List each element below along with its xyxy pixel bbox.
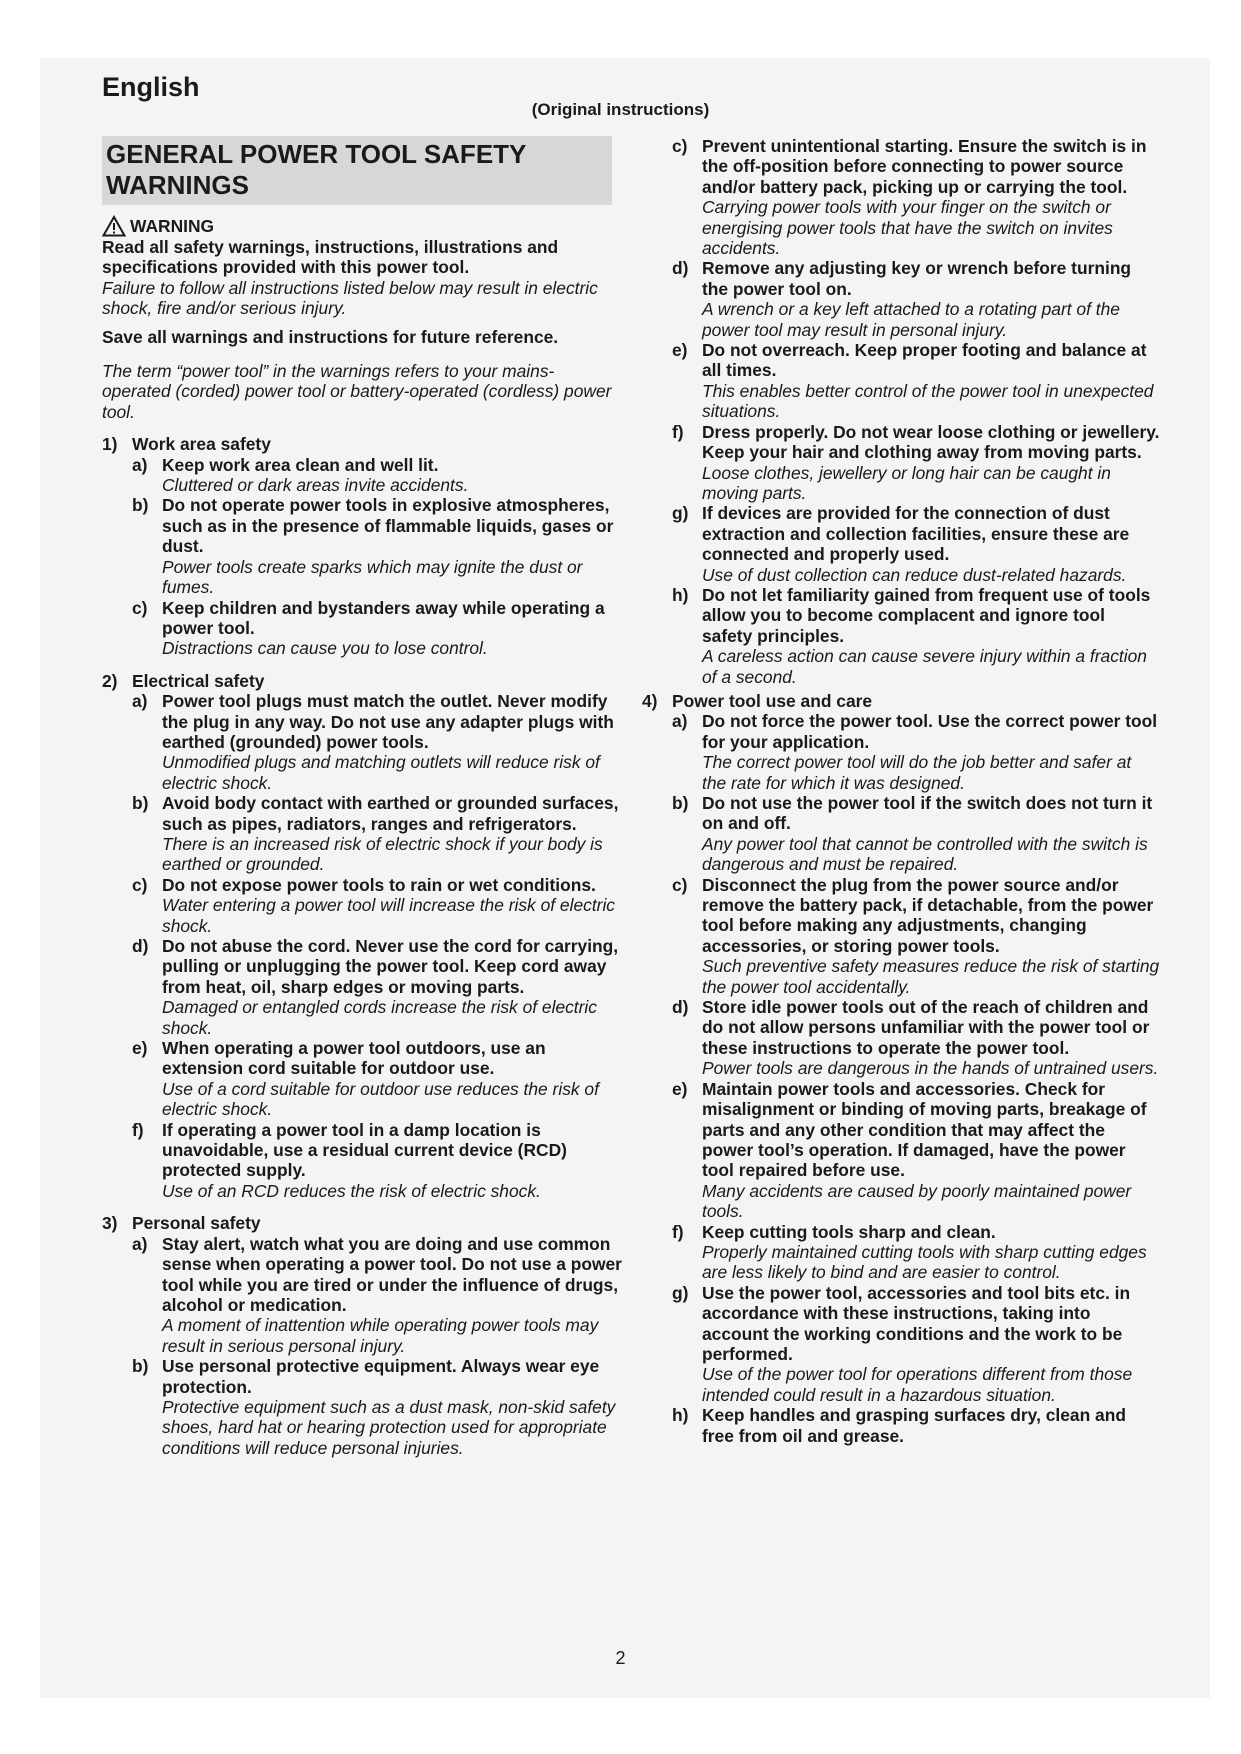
item-instruction: Dress properly. Do not wear loose clothing or jewellery. Keep your hair and clothing away from moving parts. — [702, 421, 1160, 463]
item-label: h) — [672, 584, 689, 605]
section-heading-tool-use — [642, 691, 1160, 711]
list-item — [672, 340, 1160, 422]
item-instruction: Do not operate power tools in explosive atmospheres, such as in the presence of flammable liquids, gases or dust. — [162, 495, 614, 557]
item-explanation: A wrench or a key left attached to a rotating part of the power tool may result in personal injury. — [702, 299, 1120, 340]
item-explanation: Damaged or entangled cords increase the risk of electric shock. — [162, 997, 597, 1038]
warning-label: WARNING — [130, 215, 215, 236]
item-explanation: Power tools create sparks which may ignite the dust or fumes. — [162, 556, 583, 598]
work-area-list — [132, 455, 622, 659]
section-heading-text: 3) — [102, 1213, 118, 1234]
list-item — [132, 1120, 622, 1202]
item-label: e) — [132, 1038, 148, 1059]
section-heading-text: Electrical safety — [132, 670, 265, 691]
item-explanation: Power tools are dangerous in the hands of untrained users. — [702, 1058, 1159, 1079]
item-explanation: There is an increased risk of electric shock if your body is earthed or grounded. — [162, 833, 603, 875]
item-instruction: Do not force the power tool. Use the correct power tool for your application. — [702, 711, 1158, 752]
item-explanation: Use of dust collection can reduce dust-related hazards. — [702, 564, 1127, 585]
item-label: b) — [672, 793, 689, 813]
item-label: a) — [132, 454, 148, 475]
list-item — [672, 585, 1160, 687]
item-instruction: Keep work area clean and well lit. — [162, 454, 439, 475]
item-instruction: Maintain power tools and accessories. Check for misalignment or binding of moving parts, breakage of parts and any other condition that may affect the power tool’s operation. If damaged, have the power tool repaired before use. — [702, 1078, 1147, 1181]
item-label: f) — [132, 1119, 144, 1140]
item-label: e) — [672, 1078, 688, 1099]
item-label: f) — [672, 1221, 684, 1242]
item-label: c) — [132, 874, 148, 895]
item-instruction: If devices are provided for the connection of dust extraction and collection facilities, ensure these are connected and properly used. — [702, 503, 1130, 565]
item-explanation: This enables better control of the power tool in unexpected situations. — [702, 380, 1154, 422]
item-explanation: Many accidents are caused by poorly maintained power tools. — [702, 1180, 1132, 1222]
item-label: d) — [672, 997, 689, 1018]
item-explanation: Use of the power tool for operations different from those intended could result in a hazardous situation. — [702, 1364, 1133, 1405]
item-label: d) — [132, 936, 149, 956]
item-label: c) — [672, 874, 688, 895]
list-item — [672, 875, 1160, 997]
section-heading-text: 2) — [102, 670, 118, 691]
item-instruction: When operating a power tool outdoors, use an extension cord suitable for outdoor use. — [162, 1038, 546, 1079]
item-instruction: Remove any adjusting key or wrench before turning the power tool on. — [702, 258, 1132, 299]
item-instruction: Keep children and bystanders away while operating a power tool. — [162, 597, 605, 638]
original-instructions-label: (Original instructions) — [531, 100, 710, 119]
item-instruction: Do not expose power tools to rain or wet conditions. — [162, 874, 596, 895]
personal-list-left — [132, 1234, 622, 1458]
section-heading-text: 4) — [642, 690, 658, 711]
item-explanation: Protective equipment such as a dust mask, non-skid safety shoes, hard hat or hearing protection used for appropriate conditions will reduce personal injuries. — [162, 1396, 616, 1458]
item-instruction: Use the power tool, accessories and tool bits etc. in accordance with these instructions, taking into account the working conditions and the work to be performed. — [702, 1282, 1131, 1364]
item-explanation: A careless action can cause severe injury within a fraction of a second. — [702, 646, 1147, 687]
item-explanation: Properly maintained cutting tools with sharp cutting edges are less likely to bind and are easier to control. — [702, 1241, 1147, 1283]
section-heading-text: 1) — [102, 434, 118, 455]
item-instruction: Keep handles and grasping surfaces dry, clean and free from oil and grease. — [702, 1405, 1126, 1446]
page-number: 2 — [615, 1648, 626, 1668]
language-label: English — [102, 72, 200, 102]
list-item — [672, 793, 1160, 875]
item-instruction: Power tool plugs must match the outlet. Never modify the plug in any way. Do not use any adapter plugs with earthed (grounded) power tools. — [162, 691, 614, 752]
list-item — [132, 875, 622, 936]
item-label: g) — [672, 503, 689, 524]
item-label: b) — [132, 495, 149, 516]
item-instruction: If operating a power tool in a damp location is unavoidable, use a residual current device (RCD) protected supply. — [162, 1119, 567, 1181]
warning-italic-text: Failure to follow all instructions listed below may result in electric shock, fire and/or serious injury. — [102, 277, 598, 319]
list-item — [672, 711, 1160, 793]
warning-triangle-icon — [102, 215, 126, 237]
list-item — [132, 455, 622, 496]
item-label: c) — [132, 597, 148, 618]
item-instruction: Do not let familiarity gained from frequent use of tools allow you to become complacent and ignore tool safety principles. — [702, 584, 1151, 646]
item-label: b) — [132, 1356, 149, 1377]
list-item — [672, 1222, 1160, 1283]
save-instructions-text: Save all warnings and instructions for future reference. — [102, 326, 559, 347]
list-item — [672, 422, 1160, 504]
list-item — [672, 1283, 1160, 1405]
list-item — [672, 258, 1160, 340]
item-instruction: Keep cutting tools sharp and clean. — [702, 1221, 996, 1242]
personal-list-right — [672, 136, 1160, 687]
item-explanation: Unmodified plugs and matching outlets will reduce risk of electric shock. — [162, 752, 600, 793]
item-explanation: Any power tool that cannot be controlled with the switch is dangerous and must be repaired. — [702, 833, 1148, 875]
right-column — [642, 136, 1160, 1446]
list-item — [132, 1234, 622, 1356]
list-item — [132, 495, 622, 597]
item-instruction: Do not abuse the cord. Never use the cord for carrying, pulling or unplugging the power tool. Keep cord away from heat, oil, sharp edges or moving parts. — [162, 936, 619, 997]
item-label: b) — [132, 793, 149, 814]
list-item — [132, 691, 622, 793]
power-tool-term-text: The term “power tool” in the warnings refers to your mains-operated (corded) power tool or battery-operated (cordless) power tool. — [102, 361, 612, 422]
item-explanation: Such preventive safety measures reduce the risk of starting the power tool accidentally. — [702, 956, 1160, 997]
item-explanation: Cluttered or dark areas invite accidents. — [162, 475, 469, 496]
item-instruction: Do not use the power tool if the switch does not turn it on and off. — [702, 793, 1153, 834]
item-explanation: Water entering a power tool will increase the risk of electric shock. — [162, 895, 615, 936]
list-item — [672, 1405, 1160, 1446]
list-item — [672, 997, 1160, 1079]
section-heading-text: Personal safety — [132, 1213, 261, 1234]
item-instruction: Store idle power tools out of the reach of children and do not allow persons unfamiliar with the power tool or these instructions to operate the power tool. — [702, 997, 1150, 1058]
item-explanation: A moment of inattention while operating power tools may result in serious personal injury. — [162, 1315, 599, 1356]
list-item — [672, 503, 1160, 585]
item-label: f) — [672, 421, 684, 442]
item-label: e) — [672, 340, 688, 361]
section-heading-electrical — [102, 671, 622, 691]
item-instruction: Stay alert, watch what you are doing and use common sense when operating a power tool. Do not use a power tool while you are tired or under the influence of drugs, alcohol or medication. — [162, 1233, 622, 1315]
item-instruction: Use personal protective equipment. Always wear eye protection. — [162, 1356, 600, 1397]
section-heading-personal — [102, 1213, 622, 1233]
item-label: d) — [672, 258, 689, 279]
item-label: h) — [672, 1405, 689, 1426]
item-instruction: Avoid body contact with earthed or grounded surfaces, such as pipes, radiators, ranges and refrigerators. — [162, 793, 619, 834]
list-item — [132, 936, 622, 1038]
list-item — [132, 1356, 622, 1458]
warning-heading — [102, 215, 622, 237]
page-title: GENERAL POWER TOOL SAFETY WARNINGS — [102, 136, 612, 205]
item-instruction: Do not overreach. Keep proper footing and balance at all times. — [702, 340, 1147, 381]
warning-bold-text: Read all safety warnings, instructions, illustrations and specifications provided with this power tool. — [102, 237, 559, 278]
item-explanation: Use of a cord suitable for outdoor use reduces the risk of electric shock. — [162, 1078, 599, 1120]
electrical-list — [132, 691, 622, 1201]
item-explanation: The correct power tool will do the job better and safer at the rate for which it was designed. — [702, 752, 1132, 793]
item-instruction: Prevent unintentional starting. Ensure the switch is in the off-position before connecting to power source and/or battery pack, picking up or carrying the tool. — [702, 136, 1147, 197]
item-label: a) — [672, 711, 688, 732]
item-instruction: Disconnect the plug from the power source and/or remove the battery pack, if detachable, from the power tool before making any adjustments, changing accessories, or storing power tools. — [702, 874, 1154, 956]
section-heading-work-area — [102, 434, 622, 454]
item-explanation: Use of an RCD reduces the risk of electric shock. — [162, 1180, 541, 1201]
item-label: a) — [132, 691, 148, 712]
list-item — [132, 793, 622, 875]
item-label: g) — [672, 1282, 689, 1303]
item-label: c) — [672, 136, 688, 156]
section-heading-text: Work area safety — [132, 434, 271, 455]
list-item — [132, 1038, 622, 1120]
item-label: a) — [132, 1233, 148, 1254]
section-heading-text: Power tool use and care — [672, 690, 873, 711]
tool-use-list — [672, 711, 1160, 1446]
list-item — [672, 1079, 1160, 1222]
left-column — [102, 136, 622, 1458]
list-item — [132, 598, 622, 659]
item-explanation: Carrying power tools with your finger on the switch or energising power tools that have the switch on invites accidents. — [702, 197, 1113, 259]
item-explanation: Distractions can cause you to lose control. — [162, 638, 488, 659]
item-explanation: Loose clothes, jewellery or long hair can be caught in moving parts. — [702, 462, 1111, 503]
list-item — [672, 136, 1160, 258]
